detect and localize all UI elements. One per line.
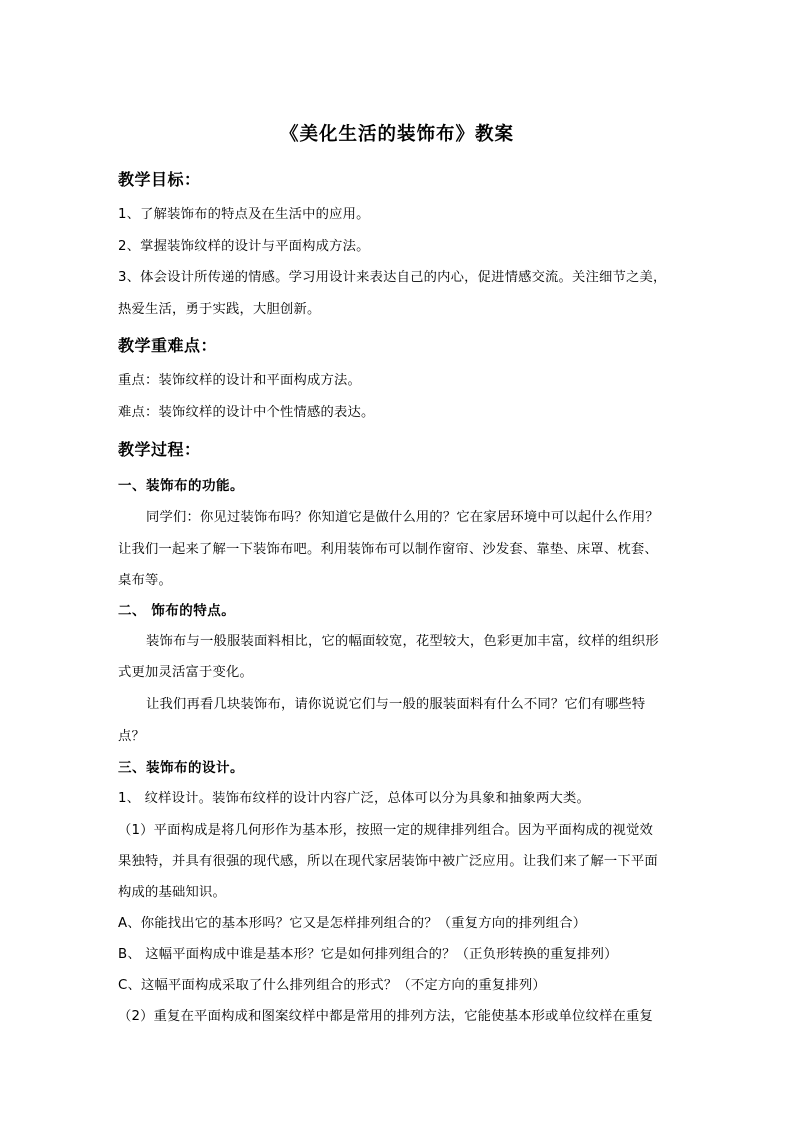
paragraph-line: A、你能找出它的基本形吗？它又是怎样排列组合的？（重复方向的排列组合） bbox=[118, 916, 587, 931]
paragraph-line: 装饰布与一般服装面料相比，它的幅面较宽，花型较大，色彩更加丰富，纹样的组织形 bbox=[146, 634, 659, 649]
section-heading: 二、 饰布的特点。 bbox=[118, 603, 236, 619]
objective-item: 热爱生活，勇于实践，大胆创新。 bbox=[118, 302, 321, 317]
paragraph-line: 让我们再看几块装饰布，请你说说它们与一般的服装面料有什么不同？它们有哪些特 bbox=[146, 697, 646, 712]
paragraph-line: C、这幅平面构成采取了什么排列组合的形式？（不定方向的重复排列） bbox=[118, 978, 546, 993]
paragraph-line: B、 这幅平面构成中谁是基本形？它是如何排列组合的？（正负形转换的重复排列） bbox=[118, 947, 618, 962]
objective-item: 3、体会设计所传递的情感。学习用设计来表达自己的内心，促进情感交流。关注细节之美， bbox=[118, 270, 667, 285]
paragraph-line: （1）平面构成是将几何形作为基本形，按照一定的规律排列组合。因为平面构成的视觉效 bbox=[118, 823, 654, 838]
objectives-heading: 教学目标： bbox=[118, 170, 201, 189]
paragraph-line: 构成的基础知识。 bbox=[118, 885, 226, 900]
objective-item: 2、掌握装饰纹样的设计与平面构成方法。 bbox=[118, 239, 370, 254]
key-point-item: 重点：装饰纹样的设计和平面构成方法。 bbox=[118, 373, 361, 388]
section-heading: 三、装饰布的设计。 bbox=[118, 760, 244, 776]
paragraph-line: （2）重复在平面构成和图案纹样中都是常用的排列方法，它能使基本形或单位纹样在重复 bbox=[118, 1009, 654, 1024]
paragraph-line: 1、 纹样设计。装饰布纹样的设计内容广泛，总体可以分为具象和抽象两大类。 bbox=[118, 791, 590, 806]
document-title: 《美化生活的装饰布》教案 bbox=[279, 124, 514, 145]
paragraph-line: 让我们一起来了解一下装饰布吧。利用装饰布可以制作窗帘、沙发套、靠垫、床罩、枕套、 bbox=[118, 542, 658, 557]
section-heading: 一、装饰布的功能。 bbox=[118, 478, 244, 494]
paragraph-line: 式更加灵活富于变化。 bbox=[118, 665, 253, 680]
paragraph-line: 同学们：你见过装饰布吗？你知道它是做什么用的？它在家居环境中可以起什么作用？ bbox=[146, 510, 659, 525]
key-points-heading: 教学重难点： bbox=[118, 336, 218, 355]
objective-item: 1、了解装饰布的特点及在生活中的应用。 bbox=[118, 207, 370, 222]
paragraph-line: 桌布等。 bbox=[118, 573, 172, 588]
key-point-item: 难点：装饰纹样的设计中个性情感的表达。 bbox=[118, 405, 375, 420]
paragraph-line: 果独特，并具有很强的现代感，所以在现代家居装饰中被广泛应用。让我们来了解一下平面 bbox=[118, 854, 658, 869]
paragraph-line: 点？ bbox=[118, 729, 145, 744]
process-heading: 教学过程： bbox=[118, 440, 201, 459]
